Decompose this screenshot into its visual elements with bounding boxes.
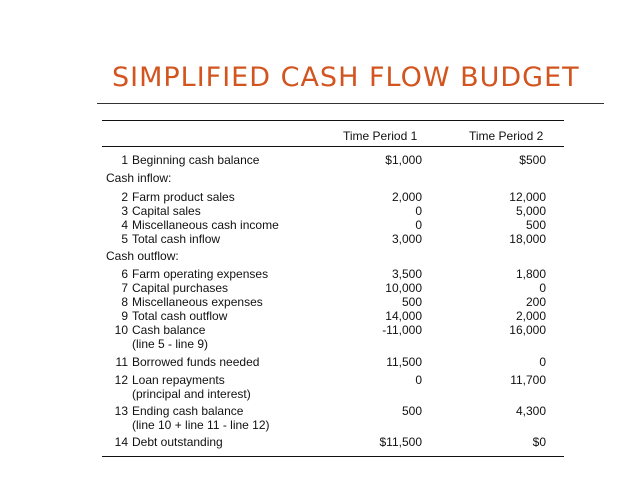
section-label: Cash inflow: (106, 171, 172, 185)
period-2-value: 4,300 (515, 404, 546, 418)
row-number: 11 (115, 355, 128, 369)
period-1-value: 3,000 (391, 232, 422, 246)
row-number: 4 (121, 218, 128, 232)
header-rule (102, 146, 564, 147)
table-top-rule (102, 120, 564, 121)
row-number: 2 (121, 190, 128, 204)
column-header-period-2: Time Period 2 (469, 129, 544, 143)
row-number: 12 (114, 373, 128, 387)
period-2-value: 18,000 (509, 232, 546, 246)
period-1-value: 11,500 (386, 355, 422, 369)
row-label: Farm product sales (132, 190, 235, 204)
period-1-value: 0 (415, 204, 422, 218)
row-number: 3 (121, 204, 128, 218)
row-label: Total cash outflow (132, 309, 228, 323)
table-bottom-rule (102, 456, 564, 457)
row-label: Capital sales (132, 204, 201, 218)
row-label: Cash balance (132, 323, 206, 337)
period-2-value: 16,000 (509, 323, 546, 337)
row-label: Farm operating expenses (132, 267, 269, 281)
slide-title: SIMPLIFIED CASH FLOW BUDGET (112, 62, 580, 93)
section-label: Cash outflow: (106, 249, 179, 263)
row-sublabel: (line 5 - line 9) (132, 337, 209, 351)
period-2-value: 12,000 (509, 190, 546, 204)
row-number: 1 (121, 153, 128, 167)
period-1-value: $1,000 (385, 153, 422, 167)
period-1-value: 2,000 (391, 190, 422, 204)
period-1-value: 500 (401, 404, 422, 418)
row-number: 14 (114, 435, 128, 449)
period-1-value: 14,000 (385, 309, 422, 323)
row-number: 9 (121, 309, 128, 323)
row-number: 8 (121, 295, 128, 309)
period-1-value: 0 (415, 218, 422, 232)
row-label: Beginning cash balance (132, 153, 260, 167)
period-1-value: 500 (401, 295, 422, 309)
period-1-value: $11,500 (379, 435, 422, 449)
period-2-value: 5,000 (515, 204, 546, 218)
period-2-value: 500 (525, 218, 546, 232)
row-label: Miscellaneous expenses (132, 295, 263, 309)
row-number: 13 (114, 404, 128, 418)
row-number: 7 (121, 281, 128, 295)
period-1-value: 3,500 (391, 267, 422, 281)
row-sublabel: (line 10 + line 11 - line 12) (132, 418, 270, 432)
row-label: Total cash inflow (132, 232, 221, 246)
row-label: Ending cash balance (132, 404, 244, 418)
row-number: 5 (121, 232, 128, 246)
period-1-value: 10,000 (385, 281, 422, 295)
period-2-value: 1,800 (515, 267, 546, 281)
column-header-period-1: Time Period 1 (343, 129, 418, 143)
row-sublabel: (principal and interest) (132, 387, 251, 401)
period-2-value: 0 (539, 355, 546, 369)
row-number: 10 (114, 323, 128, 337)
row-label: Capital purchases (132, 281, 229, 295)
period-1-value: -11,000 (382, 323, 422, 337)
row-label: Loan repayments (132, 373, 225, 387)
row-label: Borrowed funds needed (132, 355, 260, 369)
period-2-value: 200 (525, 295, 546, 309)
period-2-value: $500 (519, 153, 546, 167)
row-label: Miscellaneous cash income (132, 218, 279, 232)
period-1-value: 0 (415, 373, 422, 387)
row-label: Debt outstanding (132, 435, 223, 449)
period-2-value: $0 (532, 435, 546, 449)
period-2-value: 0 (539, 281, 546, 295)
period-2-value: 11,700 (510, 373, 546, 387)
title-underline (97, 103, 604, 104)
row-number: 6 (121, 267, 128, 281)
period-2-value: 2,000 (515, 309, 546, 323)
